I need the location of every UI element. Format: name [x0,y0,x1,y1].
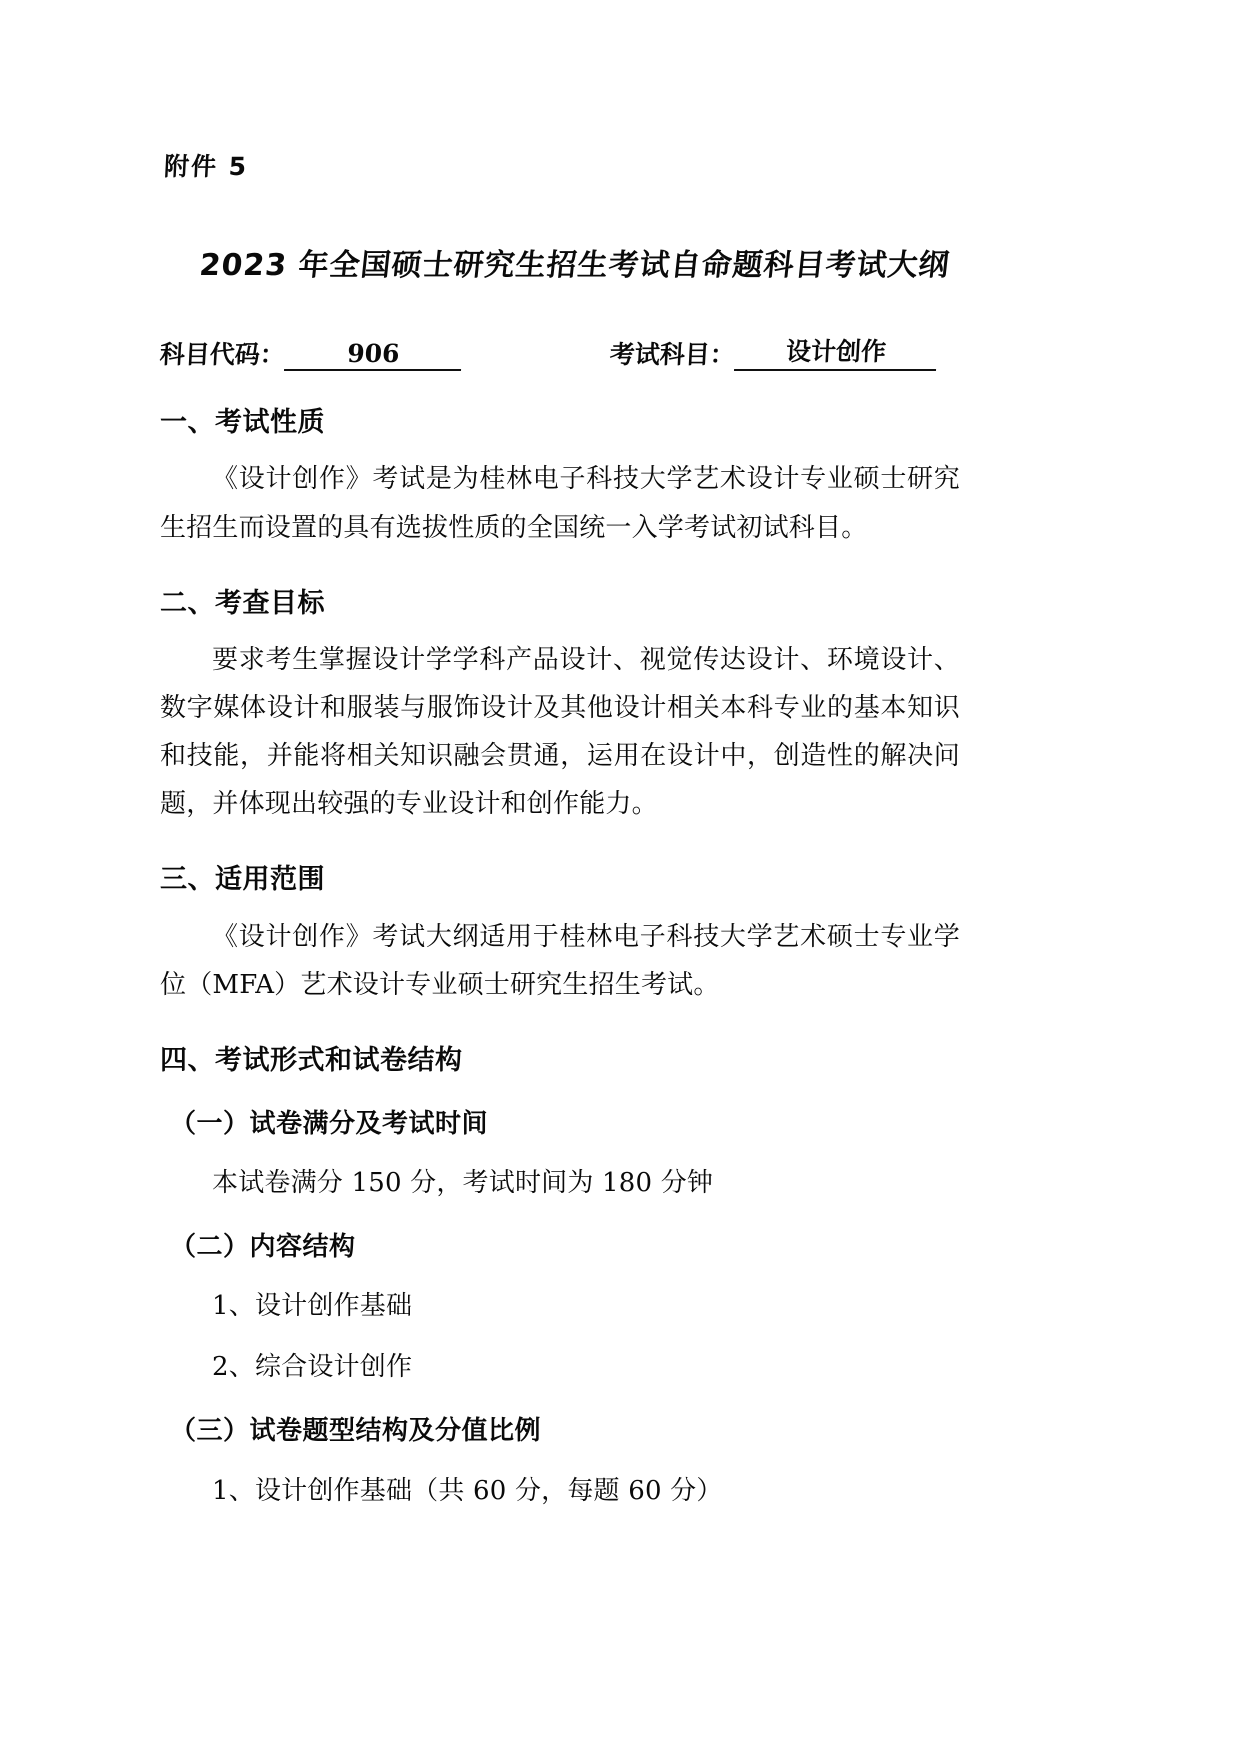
section-heading-3: 三、适用范围 [160,864,325,896]
subsection-body-4-1: 本试卷满分 150 分，考试时间为 180 分钟 [212,1167,714,1198]
attachment-label: 附件 5 [163,152,249,181]
subject-info-row [159,332,961,371]
section-body-1: 《设计创作》考试是为桂林电子科技大学艺术设计专业硕士研究生招生而设置的具有选拔性质的全国统一入学考试初试科目。 [160,464,960,543]
section-heading-1: 一、考试性质 [160,407,325,438]
section-body-3: 《设计创作》考试大纲适用于桂林电子科技大学艺术硕士专业学位（MFA）艺术设计专业硕士研究生招生考试。 [160,921,960,1000]
section-heading-2: 二、考查目标 [160,587,325,619]
subject-code-label: 科目代码： [159,340,286,369]
section-heading-4: 四、考试形式和试卷结构 [160,1045,463,1077]
subsection-heading-4-2: （二）内容结构 [170,1231,356,1262]
content-item-2: 2、综合设计创作 [212,1352,413,1383]
subject-code-value: 906 [284,339,463,371]
document-title: 2023 年全国硕士研究生招生考试自命题科目考试大纲 [197,248,952,283]
subject-name-label: 考试科目： [609,340,736,369]
subsection-heading-4-3: （三）试卷题型结构及分值比例 [170,1416,542,1447]
section-body-2: 要求考生掌握设计学学科产品设计、视觉传达设计、环境设计、数字媒体设计和服装与服饰设计及其他设计相关本科专业的基本知识和技能，并能将相关知识融会贯通，运用在设计中，创造性的解决问题，并体现出较强的专业设计和创作能力。 [160,645,960,820]
subject-name-value: 设计创作 [734,332,938,371]
content-item-3: 1、设计创作基础（共 60 分，每题 60 分） [212,1475,723,1506]
content-item-1: 1、设计创作基础 [212,1291,413,1322]
subsection-heading-4-1: （一）试卷满分及考试时间 [170,1108,489,1139]
document-content [160,0,960,1511]
